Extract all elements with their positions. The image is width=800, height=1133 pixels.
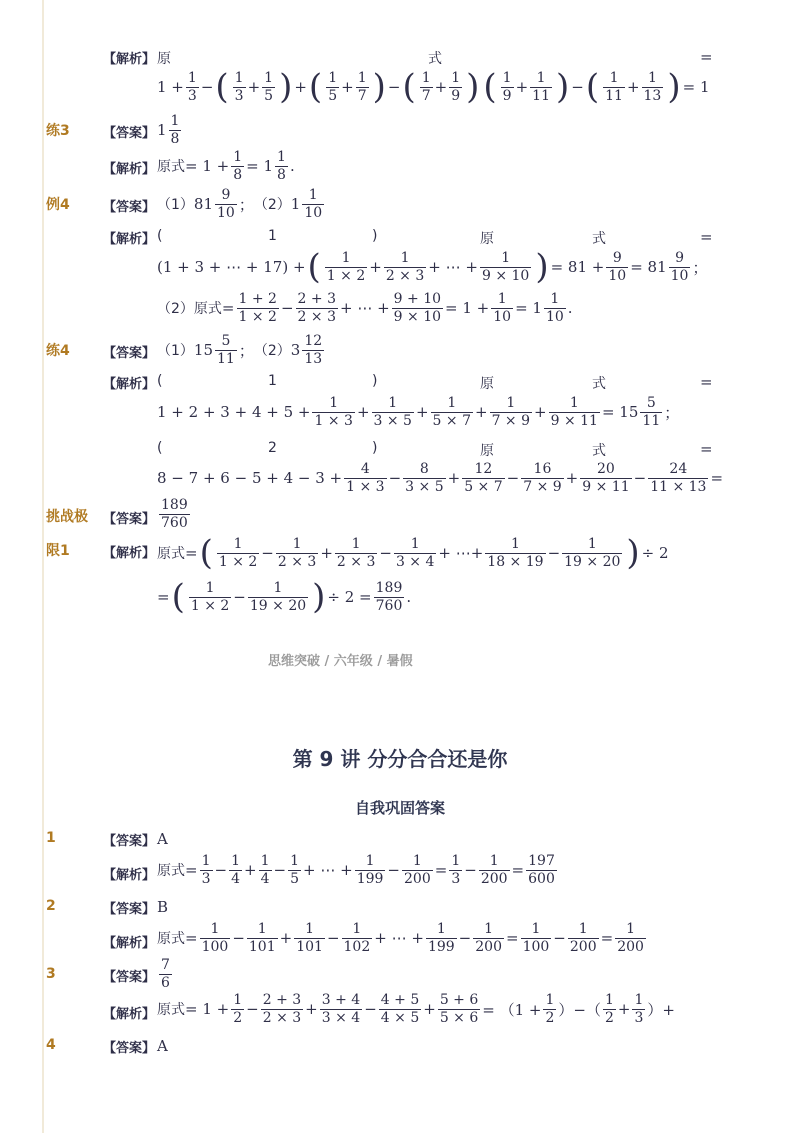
answer-tag: 【答案】 xyxy=(103,834,156,849)
equals-sign: = xyxy=(700,440,713,458)
part-label: （2） xyxy=(157,301,194,318)
text-shi: 式 xyxy=(428,51,442,67)
analysis-tag: 【解析】 xyxy=(103,377,156,392)
analysis-tag: 【解析】 xyxy=(103,936,156,951)
text-shi: 式 xyxy=(592,376,606,392)
answer-whole: 1 xyxy=(290,195,301,214)
formula-line: = ( $\frac{1}{1 \times 2}$ − $\frac{1}{19 \times 20}$ ) ÷ 2 = $\frac{189}{760}$ . xyxy=(157,577,412,617)
text-shi: 式 xyxy=(592,443,606,459)
answer-tag: 【答案】 xyxy=(103,512,156,527)
text-shi: 式 xyxy=(592,231,606,247)
text-yuan: 原 xyxy=(480,443,494,459)
text-yuan: 原 xyxy=(157,51,171,67)
equals-sign: = xyxy=(700,228,713,246)
answer-num: 1 xyxy=(170,113,180,129)
part-label: （2） xyxy=(253,343,291,360)
answer-den: 10 xyxy=(217,204,235,221)
paren: ) xyxy=(372,373,378,389)
paren: ( xyxy=(157,373,163,389)
part-num: 1 xyxy=(268,373,277,389)
answer-tag: 【答案】 xyxy=(103,902,156,917)
answer-num: 12 xyxy=(304,333,323,349)
answer-num: 1 xyxy=(308,187,318,203)
formula-line: 1 + 2 + 3 + 4 + 5 + $\frac{1}{1 \times 3}$ + $\frac{1}{3 \times 5}$ + $\frac{1}{5 \times 7}$ + $\frac{1}{7 \times 9}$ + $\frac{1}{9 \times 11}$ = 15 $\frac{5}{11}$ ； xyxy=(157,395,680,429)
analysis-tag: 【解析】 xyxy=(103,52,156,67)
part-label: （1） xyxy=(157,197,194,214)
text-yuanshi: 原式 xyxy=(193,301,222,318)
label-tiao: 挑战极 xyxy=(46,509,88,525)
answer-den: 8 xyxy=(170,130,180,147)
paren: ( xyxy=(157,440,163,456)
label-li4: 例4 xyxy=(46,197,70,213)
equals-sign: = xyxy=(700,48,713,66)
part-label: （2） xyxy=(253,197,291,214)
answer-tag: 【答案】 xyxy=(103,126,156,141)
paren: ) xyxy=(372,228,378,244)
formula-line: 原式 = ( $\frac{1}{1 \times 2}$ − $\frac{1}{2 \times 3}$ + $\frac{1}{2 \times 3}$ − $\frac{1}{3 \times 4}$ + ⋯+ $\frac{1}{18 \times 19}$ − $\frac{1}{19 \times 20}$ ) ÷ 2 xyxy=(157,533,669,573)
answer-value: A xyxy=(157,1037,168,1055)
answer-num: 189 xyxy=(161,497,188,513)
answer-value: B xyxy=(157,898,169,916)
answer-den: 13 xyxy=(304,350,323,367)
answer-value xyxy=(157,958,174,990)
formula-line: 原式 = $\frac{1}{100}$ − $\frac{1}{101}$ + $\frac{1}{101}$ − $\frac{1}{102}$ + ⋯ + $\frac{1}{199}$ − $\frac{1}{200}$ = $\frac{1}{100}$ − $\frac{1}{200}$ = $\frac{1}{200}$ xyxy=(157,921,644,955)
question-number: 3 xyxy=(46,966,56,982)
label-xian: 限1 xyxy=(46,543,70,559)
paren: ) xyxy=(372,440,378,456)
analysis-tag: 【解析】 xyxy=(103,162,156,177)
label-lian4: 练4 xyxy=(46,343,70,359)
equals-sign: = xyxy=(700,373,713,391)
part-num: 1 xyxy=(268,228,277,244)
formula-line: 8 − 7 + 6 − 5 + 4 − 3 + $\frac{4}{1 \times 3}$ − $\frac{8}{3 \times 5}$ + $\frac{12}{5 \times 7}$ − $\frac{16}{7 \times 9}$ + $\frac{20}{9 \times 11}$ − $\frac{24}{11 \times 13}$ = xyxy=(157,461,724,495)
answer-den: 10 xyxy=(304,204,323,221)
answer-tag: 【答案】 xyxy=(103,346,156,361)
answer-tag: 【答案】 xyxy=(103,1041,156,1056)
formula-line: 原式 = 1 + $\frac{1}{2}$ − $\frac{2 + 3}{2 \times 3}$ + $\frac{3 + 4}{3 \times 4}$ − $\frac{4 + 5}{4 \times 5}$ + $\frac{5 + 6}{5 \times 6}$ = （1 + $\frac{1}{2}$ ）−（ $\frac{1}{2}$ + $\frac{1}{3}$ ）+ xyxy=(157,992,675,1026)
text-yuanshi: 原式 xyxy=(157,159,185,176)
label-lian3: 练3 xyxy=(46,123,70,139)
answer-whole: 1 xyxy=(157,121,167,140)
answer-num: 9 xyxy=(221,187,231,203)
text-yuan: 原 xyxy=(480,231,494,247)
answer-value: A xyxy=(157,830,168,848)
text-yuanshi: 原式 xyxy=(157,863,185,880)
answer-den: 11 xyxy=(217,350,235,367)
answer-num: 7 xyxy=(161,957,170,973)
formula-line: (1 + 3 + ⋯ + 17) + ( $\frac{1}{1 \times 2}$ + $\frac{1}{2 \times 3}$ + ⋯ + $\frac{1}{9 \times 10}$ ) = 81 + $\frac{9}{10}$ = 81 $\frac{9}{10}$ ； xyxy=(157,247,708,287)
section-title: 自我巩固答案 xyxy=(354,799,445,817)
text-yuanshi: 原式 xyxy=(157,1002,185,1019)
answer-num: 5 xyxy=(221,333,231,349)
answer-lian3 xyxy=(157,114,183,146)
answer-tag: 【答案】 xyxy=(103,200,156,215)
answer-whole: 81 xyxy=(193,195,214,214)
paren: ( xyxy=(157,228,163,244)
formula-line: 原式 = $\frac{1}{3}$ − $\frac{1}{4}$ + $\frac{1}{4}$ − $\frac{1}{5}$ + ⋯ + $\frac{1}{199}$ − $\frac{1}{200}$ = $\frac{1}{3}$ − $\frac{1}{200}$ = $\frac{197}{600}$ xyxy=(157,853,555,887)
answer-lian4: （1） 15 $\frac{5}{11}$ ； （2） 3 $\frac{12}{13}$ xyxy=(157,333,323,367)
formula-line: 原式 = 1 + $\frac{1}{8}$ = 1 $\frac{1}{8}$ . xyxy=(157,149,295,183)
question-number: 2 xyxy=(46,898,56,914)
analysis-tag: 【解析】 xyxy=(103,1007,156,1022)
chapter-title: 第 9 讲 分分合合还是你 xyxy=(292,747,508,771)
part-num: 2 xyxy=(268,440,277,456)
answer-tag: 【答案】 xyxy=(103,970,156,985)
answer-li4: （1） 81 $\frac{9}{10}$ ； （2） 1 $\frac{1}{10}$ xyxy=(157,187,323,221)
formula-line: 1 + $\frac{1}{3}$ − ( $\frac{1}{3}$ + $\frac{1}{5}$ ) + ( $\frac{1}{5}$ + $\frac{1}{7}$ ) − ( $\frac{1}{7}$ + $\frac{1}{9}$ ) ( $\frac{1}{9}$ + $\frac{1}{11}$ ) − ( $\frac{1}{11}$ + $\frac{1}{13}$ ) = 1 xyxy=(157,67,710,107)
answer-whole: 15 xyxy=(193,341,214,360)
analysis-tag: 【解析】 xyxy=(103,868,156,883)
formula-line: （2） 原式 = $\frac{1 + 2}{1 \times 2}$ − $\frac{2 + 3}{2 \times 3}$ + ⋯ + $\frac{9 + 10}{9 \times 10}$ = 1 + $\frac{1}{10}$ = 1 $\frac{1}{10}$ . xyxy=(157,291,573,325)
answer-den: 760 xyxy=(161,514,188,531)
answer-den: 6 xyxy=(161,974,170,991)
question-number: 4 xyxy=(46,1037,56,1053)
answer-whole: 3 xyxy=(290,341,301,360)
analysis-tag: 【解析】 xyxy=(103,232,156,247)
part-label: （1） xyxy=(157,343,194,360)
text-yuanshi: 原式 xyxy=(157,931,185,948)
question-number: 1 xyxy=(46,830,56,846)
text-yuan: 原 xyxy=(480,376,494,392)
margin-line xyxy=(42,0,44,1133)
page-footer: 思维突破 / 六年级 / 暑假 xyxy=(268,654,413,669)
analysis-tag: 【解析】 xyxy=(103,546,156,561)
answer-tiao xyxy=(157,498,192,530)
text-yuanshi: 原式 xyxy=(157,546,185,562)
